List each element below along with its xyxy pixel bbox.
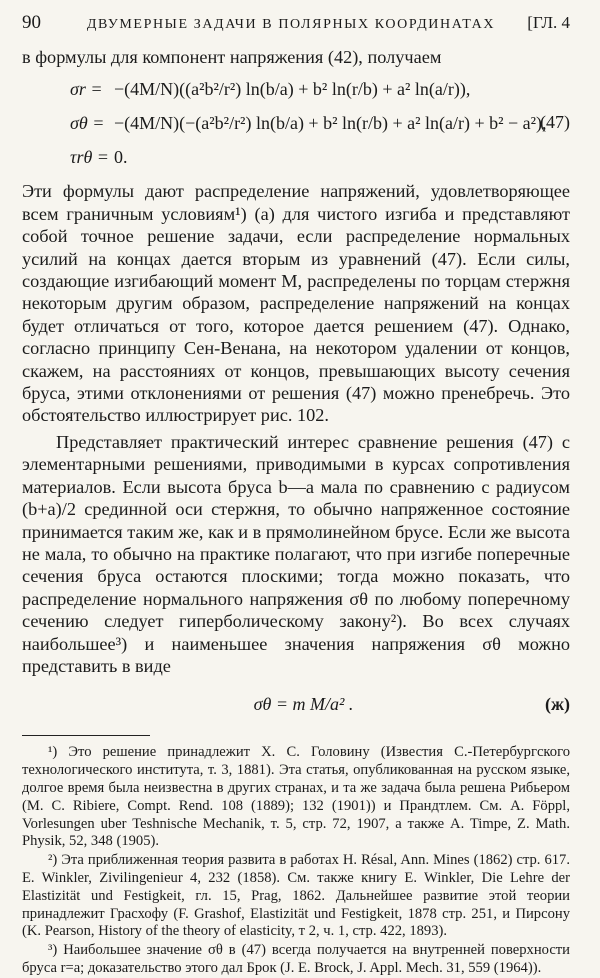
formula-zh-label: (ж) <box>544 693 570 714</box>
formula-rhs: −(4M/N)((a²b²/r²) ln(b/a) + b² ln(r/b) + a² ln(a/r)), <box>114 78 471 99</box>
formula-zh-text: σθ = m M/a² . <box>253 693 354 714</box>
formula-rhs: −(4M/N)(−(a²b²/r²) ln(b/a) + b² ln(r/b) + a² ln(a/r) + b² − a²), <box>114 112 547 133</box>
running-header <box>22 12 570 40</box>
chapter-label: [ГЛ. 4 <box>527 13 570 32</box>
formula-zh <box>22 683 570 725</box>
formula-lhs: σr = <box>70 78 103 99</box>
formula-lhs: σθ = <box>70 112 105 133</box>
formula-sigma-r <box>22 72 570 106</box>
formula-sigma-theta <box>22 106 570 140</box>
footnote-2: ²) Эта приближенная теория развита в работах H. Résal, Ann. Mines (1862) стр. 617. E. Winkler, Zivilingenieur 4, 232 (1858). См. также книгу E. Winkler, Die Lehre der Elastizität und Festigkeit, гл. 15, Prag, 1862. Дальнейшее развитие этой теории принадлежит Грасхофу (F. Grashof, Elastizität und Festigkeit, 1878 стр. 251, и Пирсону (K. Pearson, History of the theory of elasticity, т 2, ч. 1, стр. 422, 1893). <box>22 852 570 940</box>
footnote-1: ¹) Это решение принадлежит X. С. Головину (Известия С.-Петербургского технологического института, т. 3, 1881). Эта статья, опубликованная на русском языке, долгое время была неизвестна в других странах, и та же задача была решена Рибьером (M. C. Ribiere, Compt. Rend. 108 (1889); 132 (1901)) и Прандтлем. См. A. Föppl, Vorlesungen uber Teshnische Mechanik, т. 5, стр. 72, 1907, а также A. Timpe, Z. Math. Physik, 52, 348 (1905). <box>22 744 570 850</box>
page-number: 90 <box>22 12 41 33</box>
equation-number: (47) <box>540 112 570 133</box>
equation-block-47 <box>22 72 570 174</box>
formula-rhs: 0. <box>114 146 128 167</box>
footnote-divider <box>22 735 150 736</box>
lead-line: в формулы для компонент напряжения (42), получаем <box>22 47 442 67</box>
formula-tau <box>22 140 570 174</box>
paragraph-1: Эти формулы дают распределение напряжений, удовлетворяющее всем граничным условиям¹) (а) для чистого изгиба и представляют собой точное решение задачи, если распределение нормальных усилий на концах дается вторым из уравнений (47). Если силы, создающие изгибающий момент M, распределены по торцам стержня некоторым другим образом, распределение напряжений на концах будет отличаться от того, которое дается решением (47). Однако, согласно принципу Сен-Венана, на некотором удалении от концов, скажем, на расстояниях от концов, превышающих высоту сечения бруса, этими отклонениями от решения (47) можно пренебречь. Это обстоятельство иллюстрирует рис. 102. <box>22 181 570 426</box>
running-title: ДВУМЕРНЫЕ ЗАДАЧИ В ПОЛЯРНЫХ КООРДИНАТАХ <box>86 17 496 32</box>
formula-lhs: τrθ = <box>70 146 109 167</box>
paragraph-2: Представляет практический интерес сравнение решения (47) с элементарными решениями, приводимыми в курсах сопротивления материалов. Если высота бруса b—a мала по сравнению с радиусом (b+a)/2 срединной оси стержня, то обычно напряженное состояние принимается таким же, как и в прямолинейном брусе. Если же высота не мала, то обычно на практике полагают, что при изгибе поперечные сечения бруса остаются плоскими; тогда можно показать, что распределение нормального напряжения σθ по любому поперечному сечению следует гиперболическому закону²). Во всех случаях наибольшее³) и наименьшее значения напряжения σθ можно представить в виде <box>22 431 570 676</box>
footnote-3: ³) Наибольшее значение σθ в (47) всегда получается на внутренней поверхности бруса r=a; доказательство этого дал Брок (J. E. Brock, J. Appl. Mech. 31, 559 (1964)). <box>22 942 570 976</box>
